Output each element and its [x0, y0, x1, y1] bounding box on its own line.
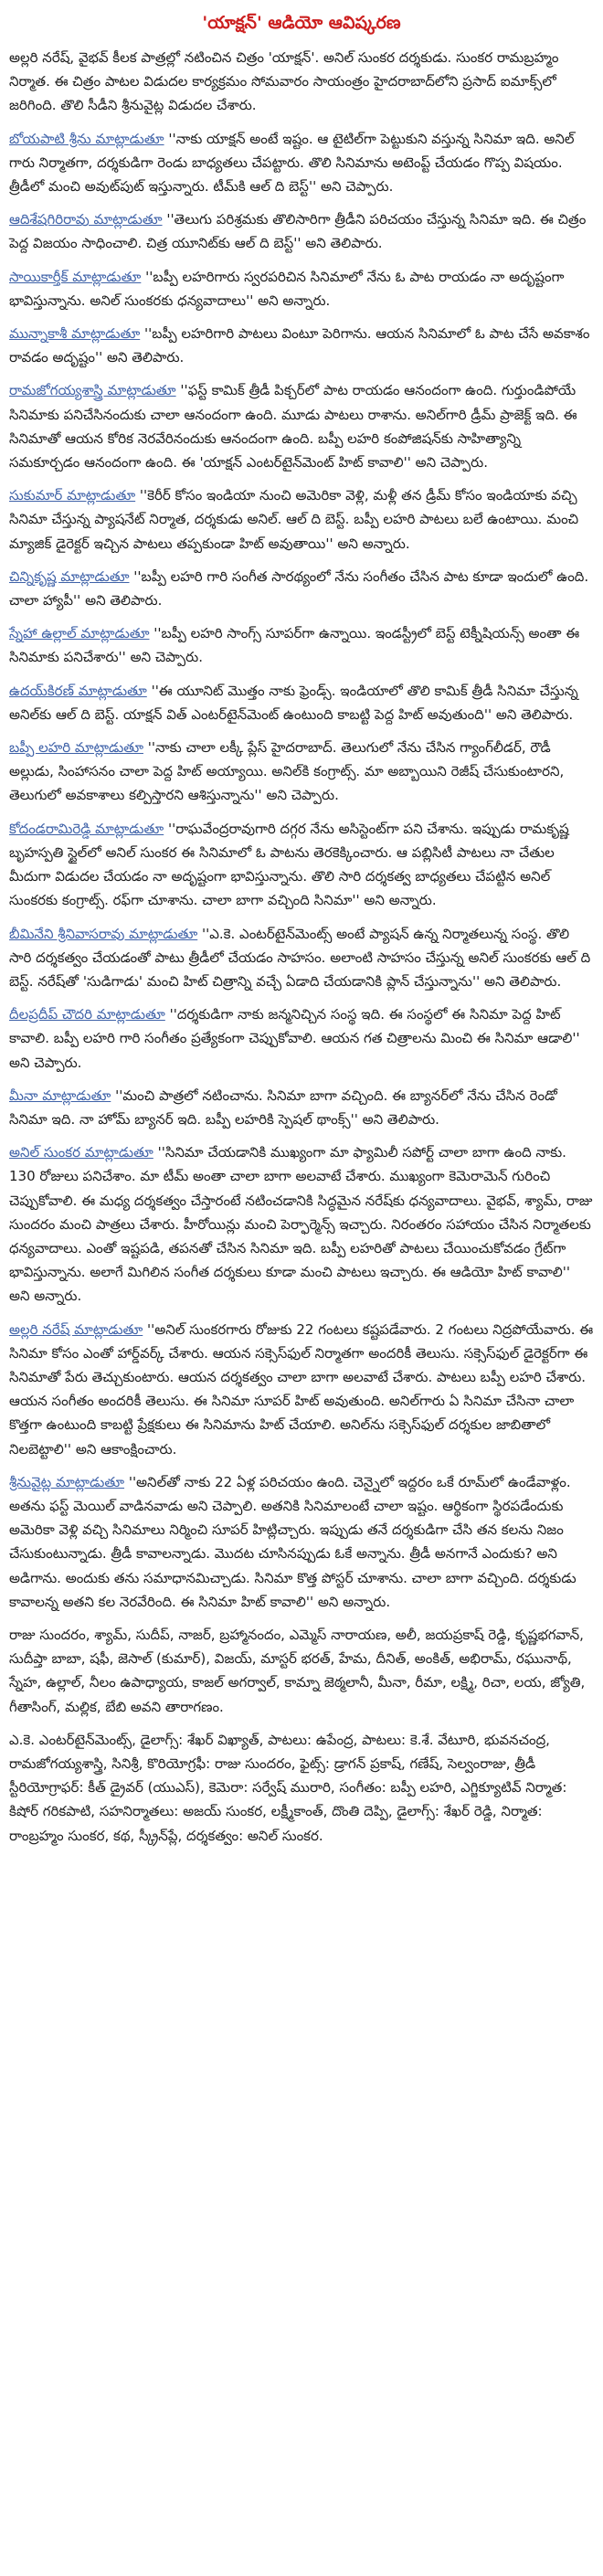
speaker-link[interactable]: సుకుమార్ మాట్లాడుతూ — [9, 487, 136, 504]
speech-paragraph — [9, 1002, 594, 1075]
speaker-link[interactable]: సాయికార్తీక్ మాట్లాడుతూ — [9, 268, 142, 285]
speech-text: ''కెరీర్ కోసం ఇండియా నుంచి అమెరికా వెళ్లి, మళ్లీ తన డ్రీమ్ కోసం ఇండియాకు వచ్చి సినిమా చేస్తున్న ప్యాషనేట్ నిర్మాత, దర్శకుడు అనిల్. ఆల్ ది బెస్ట్. బప్పీ లహరి పాటలు బలే ఉంటాయి. మంచి మ్యాజిక్ డైరెక్టర్ ఇచ్చిన పాటలు తప్పకుండా హిట్ అవుతాయి'' అని అన్నారు. — [9, 487, 579, 552]
crew-credits: ఎ.కె. ఎంటర్‌టైన్‌మెంట్స్, డైలాగ్స్: శేఖర్ విఖ్యాత్, పాటలు: ఉపేంద్ర, పాటలు: కె.శే. వేటూరి, భువనచంద్ర, రామజోగయ్యశాస్త్రి, సినిశ్రీ, కొరియోగ్రఫీ: రాజు సుందరం, ఫైట్స్: డ్రాగన్ ప్రకాష్, గణేష్, సెల్వంరాజు, త్రీడీ స్టీరియోగ్రాఫర్: కీత్ డ్రైవర్ (యుఎస్), కెమెరా: సర్వేష్ మురారి, సంగీతం: బప్పీ లహరి, ఎగ్జిక్యూటివ్ నిర్మాత: కిషోర్ గరికపాటి, సహనిర్మాతలు: అజయ్ సుంకర, లక్ష్మీకాంత్, దొంతి దెప్పి, డైలాగ్స్: శేఖర్ రెడ్డి, నిర్మాత: రాంబ్రహ్మం సుంకర, కథ, స్క్రీన్‌ప్లే, దర్శకత్వం: అనిల్ సుంకర. — [9, 1731, 567, 1844]
speech-paragraph — [9, 322, 594, 369]
speech-text: ''బప్పీ లహరి సాంగ్స్ సూపర్‌గా ఉన్నాయి. ఇండస్ట్రీలో బెస్ట్ టెక్నీషియన్స్ అంతా ఈ సినిమాకు పనిచేశారు'' అని చెప్పారు. — [9, 625, 580, 666]
speaker-link[interactable]: చిన్నికృష్ణ మాట్లాడుతూ — [9, 567, 130, 585]
speech-paragraph — [9, 483, 594, 556]
speaker-link[interactable]: మీనా మాట్లాడుతూ — [9, 1087, 111, 1104]
speech-paragraph — [9, 817, 594, 913]
speech-paragraph — [9, 265, 594, 313]
speech-paragraph — [9, 127, 594, 199]
speaker-link[interactable]: అల్లరి నరేష్ మాట్లాడుతూ — [9, 1320, 143, 1338]
speech-text: ''తెలుగు పరిశ్రమకు తొలిసారిగా త్రీడీని పరిచయం చేస్తున్న సినిమా ఇది. ఈ చిత్రం పెద్ద విజయం సాధించాలి. చిత్ర యూనిట్‌కు ఆల్ ది బెస్ట్'' అని తెలిపారు. — [9, 211, 587, 252]
speech-text: ''బప్పీ లహరి గారి సంగీత సారథ్యంలో నేను సంగీతం చేసిన పాట కూడా ఇందులో ఉంది. చాలా హ్యాపీ'' అని తెలిపారు. — [9, 567, 589, 610]
speech-text: ''ఎ.కె. ఎంటర్‌టైన్‌మెంట్స్ అంటే ప్యాషన్ ఉన్న నిర్మాతలున్న సంస్థ. తొలి సారి దర్శకత్వం చేయడంతో పాటు త్రీడీలో చేయడం సాహసం. అలాంటి సాహసం చేస్తున్న అనిల్ సుంకరకు ఆల్ ది బెస్ట్. నరేష్‌తో 'సుడిగాడు' మంచి హిట్ చిత్రాన్ని వచ్చే ఏడాది చేయడానికి ప్లాన్ చేస్తున్నాను'' అని తెలిపారు. — [9, 925, 591, 990]
speech-paragraph — [9, 922, 594, 994]
speech-paragraph — [9, 1084, 594, 1131]
speech-paragraph — [9, 1318, 594, 1461]
speech-paragraph — [9, 378, 594, 474]
speaker-link[interactable]: బోయపాటి శ్రీను మాట్లాడుతూ — [9, 130, 164, 147]
speech-paragraph — [9, 621, 594, 669]
speaker-link[interactable]: బప్పీ లహరి మాట్లాడుతూ — [9, 739, 143, 757]
speaker-link[interactable]: దీలప్రదీప్ చౌదరి మాట్లాడుతూ — [9, 1006, 165, 1023]
speech-paragraph — [9, 1140, 594, 1308]
speaker-link[interactable]: రామజోగయ్యశాస్త్రి మాట్లాడుతూ — [9, 382, 176, 399]
speech-text: ''ఈ యూనిట్ మొత్తం నాకు ఫ్రెండ్స్. ఇండియాలో తొలి కామిక్ త్రీడీ సినిమా చేస్తున్న అనిల్‌కు ఆల్ ది బెస్ట్. యాక్షన్ విత్ ఎంటర్‌టైన్‌మెంట్ ఉంటుంది కాబట్టి పెద్ద హిట్ అవుతుంది'' అని తెలిపారు. — [9, 682, 578, 723]
speech-text: ''నాకు యాక్షన్ అంటే ఇష్టం. ఆ టైటిల్‌గా పెట్టుకుని వస్తున్న సినిమా ఇది. అనిల్ గారు నిర్మాతగా, దర్శకుడిగా రెండు బాధ్యతలు చేపట్టారు. తొలి సినిమాను అటెంప్ట్ చేయడం గొప్ప విషయం. త్రీడీలో మంచి అవుట్‌పుట్ ఇస్తున్నారు. టీమ్‌కి ఆల్ ది బెస్ట్'' అని చెప్పారు. — [9, 130, 575, 196]
speech-paragraph — [9, 565, 594, 612]
speech-text: ''ఫస్ట్ కామిక్ త్రీడీ పిక్చర్‌లో పాట రాయడం ఆనందంగా ఉంది. గుర్తుండిపోయే సినిమాకు పనిచేసినందుకు చాలా ఆనందంగా ఉంది. మూడు పాటలు రాశాను. అనిల్‌గారి డ్రీమ్ ప్రాజెక్ట్ ఇది. ఈ సినిమాతో ఆయన కోరిక నెరవేరినందుకు ఆనందంగా ఉంది. బప్పీ లహరి కంపోజిషన్‌కు సాహిత్యాన్ని సమకూర్చడం ఆనందంగా ఉంది. ఈ 'యాక్షన్ ఎంటర్‌టైన్‌మెంట్ హిట్ కావాలి'' అని చెప్పారు. — [9, 382, 577, 472]
speech-paragraph — [9, 736, 594, 808]
speaker-link[interactable]: కోదండరామిరెడ్డి మాట్లాడుతూ — [9, 820, 164, 837]
speech-text: ''దర్శకుడిగా నాకు జన్మనిచ్చిన సంస్థ ఇది. ఈ సంస్థలో ఈ సినిమా పెద్ద హిట్ కావాలి. బప్పీ లహరి గారి సంగీతం ప్రత్యేకంగా చెప్పుకోవాలి. ఆయన గత చిత్రాలను మించి ఈ సినిమా ఆడాలి'' అని చెప్పారు. — [9, 1006, 580, 1071]
speech-text: ''నాకు చాలా లక్కీ ప్లేస్ హైదరాబాద్. తెలుగులో నేను చేసిన గ్యాంగ్‌లీడర్, రౌడీ అల్లుడు, సింహాసనం చాలా పెద్ద హిట్ అయ్యాయి. అనిల్‌కి కంగ్రాట్స్. మా అబ్బాయిని రెజీష్ చేసుకుంటారని, తెలుగులో అవకాశాలు కల్పిస్తారని ఆశిస్తున్నాను'' అని చెప్పారు. — [9, 739, 565, 804]
speech-text: ''మంచి పాత్రలో నటించాను. సినిమా బాగా వచ్చింది. ఈ బ్యానర్‌లో నేను చేసిన రెండో సినిమా ఇది. నా హోమ్ బ్యానర్ ఇది. బప్పీ లహరికి స్పెషల్ థాంక్స్'' అని తెలిపారు. — [9, 1087, 557, 1128]
speech-paragraph — [9, 679, 594, 726]
intro-paragraph: అల్లరి నరేష్, వైభవ్ కీలక పాత్రల్లో నటించిన చిత్రం 'యాక్షన్'. అనిల్ సుంకర దర్శకుడు. సుంకర రామబ్రహ్మం నిర్మాత. ఈ చిత్రం పాటల విడుదల కార్యక్రమం సోమవారం సాయంత్రం హైదరాబాద్‌లోని ప్రసాద్ ఐమాక్స్‌లో జరిగింది. తొలి సీడీని శ్రీనువైట్ల విడుదల చేశారు. — [9, 49, 559, 114]
cast-list: రాజు సుందరం, శ్యామ్, సుదీప్, నాజర్, బ్రహ్మానందం, ఎమ్మెస్ నారాయణ, అలీ, జయప్రకాష్ రెడ్డి, కృష్ణభగవాన్, సుదీప్తా బాబా, షఫీ, జెసాల్ (కుమార్), విజయ్, మాస్టర్ భరత్, హేమ, దీనిత్, అంకిత్, అభిరామ్, రఘునాథ్, స్నేహ, ఉల్లాల్, నీలం ఉపాధ్యాయ, కాజల్ అగర్వాల్, కామ్నా జెఠ్మలానీ, మీనా, రీమా, లక్ష్మి, రిచా, లయ, జ్యోతి, గీతాసింగ్, మల్లిక, బేబి అవని తారాగణం. — [9, 1626, 586, 1715]
article-headline: 'యాక్షన్' ఆడియో ఆవిష్కరణ — [202, 13, 401, 33]
speaker-link[interactable]: స్నేహా ఉల్లాల్ మాట్లాడుతూ — [9, 625, 150, 642]
speech-paragraph — [9, 207, 594, 255]
speech-text: ''బప్పీ లహరిగారి పాటలు వింటూ పెరిగాను. ఆయన సినిమాలో ఓ పాట చేసే అవకాశం రావడం అదృష్టం'' అని తెలిపారు. — [9, 325, 590, 366]
speaker-link[interactable]: శ్రీనువైట్ల మాట్లాడుతూ — [9, 1473, 125, 1490]
speaker-link[interactable]: ఆదిశేషగిరిరావు మాట్లాడుతూ — [9, 211, 163, 228]
speech-paragraph — [9, 1470, 594, 1614]
speaker-link[interactable]: ఉదయ్‌కిరణ్ మాట్లాడుతూ — [9, 682, 147, 699]
speaker-link[interactable]: మున్నాకాశీ మాట్లాడుతూ — [9, 325, 141, 343]
speech-text: ''అనిల్ సుంకరగారు రోజుకు 22 గంటలు కష్టపడేవారు. 2 గంటలు నిద్రపోయేవారు. ఈ సినిమా కోసం ఎంతో హార్డ్‌వర్క్ చేశారు. ఆయన సక్సెస్‌ఫుల్ నిర్మాతగా అందరికీ తెలుసు. సక్సెస్‌ఫుల్ డైరెక్టర్‌గా ఈ సినిమాతో పేరు తెచ్చుకుంటారు. ఆయన దర్శకత్వం చాలా బాగా అలవాటే చేశారు. పాటలు బప్పీ లహరి చేశారు. ఆయన సంగీతం అందరికీ తెలుసు. ఈ సినిమా సూపర్ హిట్ అవుతుంది. అనిల్‌గారు ఏ సినిమా చేసినా చాలా కొత్తగా ఉంటుంది కాబట్టి ప్రేక్షకులు ఈ సినిమాను హిట్ చేయాలి. అనిల్‌ను సక్సెస్‌ఫుల్ దర్శకుల జాబితాలో నిలబెట్టాలి'' అని ఆకాంక్షించారు. — [9, 1320, 594, 1458]
speaker-link[interactable]: అనిల్ సుంకర మాట్లాడుతూ — [9, 1144, 153, 1161]
speech-text: ''సినిమా చేయడానికి ముఖ్యంగా మా ఫ్యామిలీ సపోర్ట్ చాలా బాగా ఉంది నాకు. 130 రోజులు పనిచేశాం. మా టీమ్ అంతా చాలా బాగా అలవాటే చేశారు. ముఖ్యంగా కెమెరామెన్ గురించి చెప్పుకోవాలి. ఈ మధ్య దర్శకత్వం చేస్తారంటే నటించడానికి సిద్ధమైన నరేష్‌కు ధన్యవాదాలు. వైభవ్, శ్యామ్, రాజు సుందరం మంచి పాత్రలు చేశారు. హీరోయిన్లు మంచి పెర్ఫార్మెన్స్ ఇచ్చారు. నిరంతరం సహాయం చేసిన నిర్మాతలకు ధన్యవాదాలు. ఎంతో ఇష్టపడి, తపనతో చేసిన సినిమా ఇది. బప్పీ లహరితో పాటలు చేయించుకోవడం గ్రేట్‌గా భావిస్తున్నాను. అలాగే మిగిలిన సంగీత దర్శకులు కూడా మంచి పాటలు ఇచ్చారు. ఈ ఆడియో హిట్ కావాలి'' అని అన్నారు. — [9, 1144, 593, 1305]
speech-text: ''అనిల్‌తో నాకు 22 ఏళ్ల పరిచయం ఉంది. చెన్నైలో ఇద్దరం ఒకే రూమ్‌లో ఉండేవాళ్లం. అతను ఫస్ట్ మెయిల్ వాడినవాడు అని చెప్పాలి. అతనికి సినిమాలంటే చాలా ఇష్టం. ఆర్థికంగా స్థిరపడేందుకు అమెరికా వెళ్లి వచ్చి సినిమాలు నిర్మించి సూపర్ హిట్లిచ్చారు. ఇప్పుడు తనే దర్శకుడిగా చేసి తన కలను నిజం చేసుకుంటున్నాడు. త్రీడీ కావాలన్నాడు. మొదట చూసినప్పుడు ఓకే అన్నాను. త్రీడీ అనగానే ఎందుకు? అని అడిగాను. అందుకు తను సమాధానమిచ్చాడు. సినిమా కొత్త పోస్టర్ చూశాను. చాలా బాగా వచ్చింది. దర్శకుడు కావాలన్న అతని కల నెరవేరింది. ఈ సినిమా హిట్ కావాలి'' అని అన్నారు. — [9, 1473, 577, 1610]
speaker-link[interactable]: బీమినేని శ్రీనివాసరావు మాట్లాడుతూ — [9, 925, 198, 942]
speech-text: ''బప్పీ లహరిగారు స్వరపరిచిన సినిమాలో నేను ఓ పాట రాయడం నా అదృష్టంగా భావిస్తున్నాను. అనిల్ సుంకరకు ధన్యవాదాలు'' అని అన్నారు. — [9, 268, 565, 309]
speech-text: ''రాఘవేంద్రరావుగారి దగ్గర నేను అసిస్టెంట్‌గా పని చేశాను. ఇప్పుడు రామకృష్ణ బృహస్పతి స్టైల్‌లో అనిల్ సుంకర ఈ సినిమాలో ఓ పాటను తెరకెక్కించారు. ఆ పబ్లిసిటీ పాటలు నా చేతుల మీదుగా విడుదల చేయడం నా అదృష్టంగా భావిస్తున్నాను. తొలి సారి దర్శకత్వ బాధ్యతలు చేపట్టిన అనిల్ సుంకరకు కంగ్రాట్స్. రఫ్‌గా చూశాను. చాలా బాగా వచ్చింది సినిమా'' అని అన్నారు. — [9, 820, 569, 909]
